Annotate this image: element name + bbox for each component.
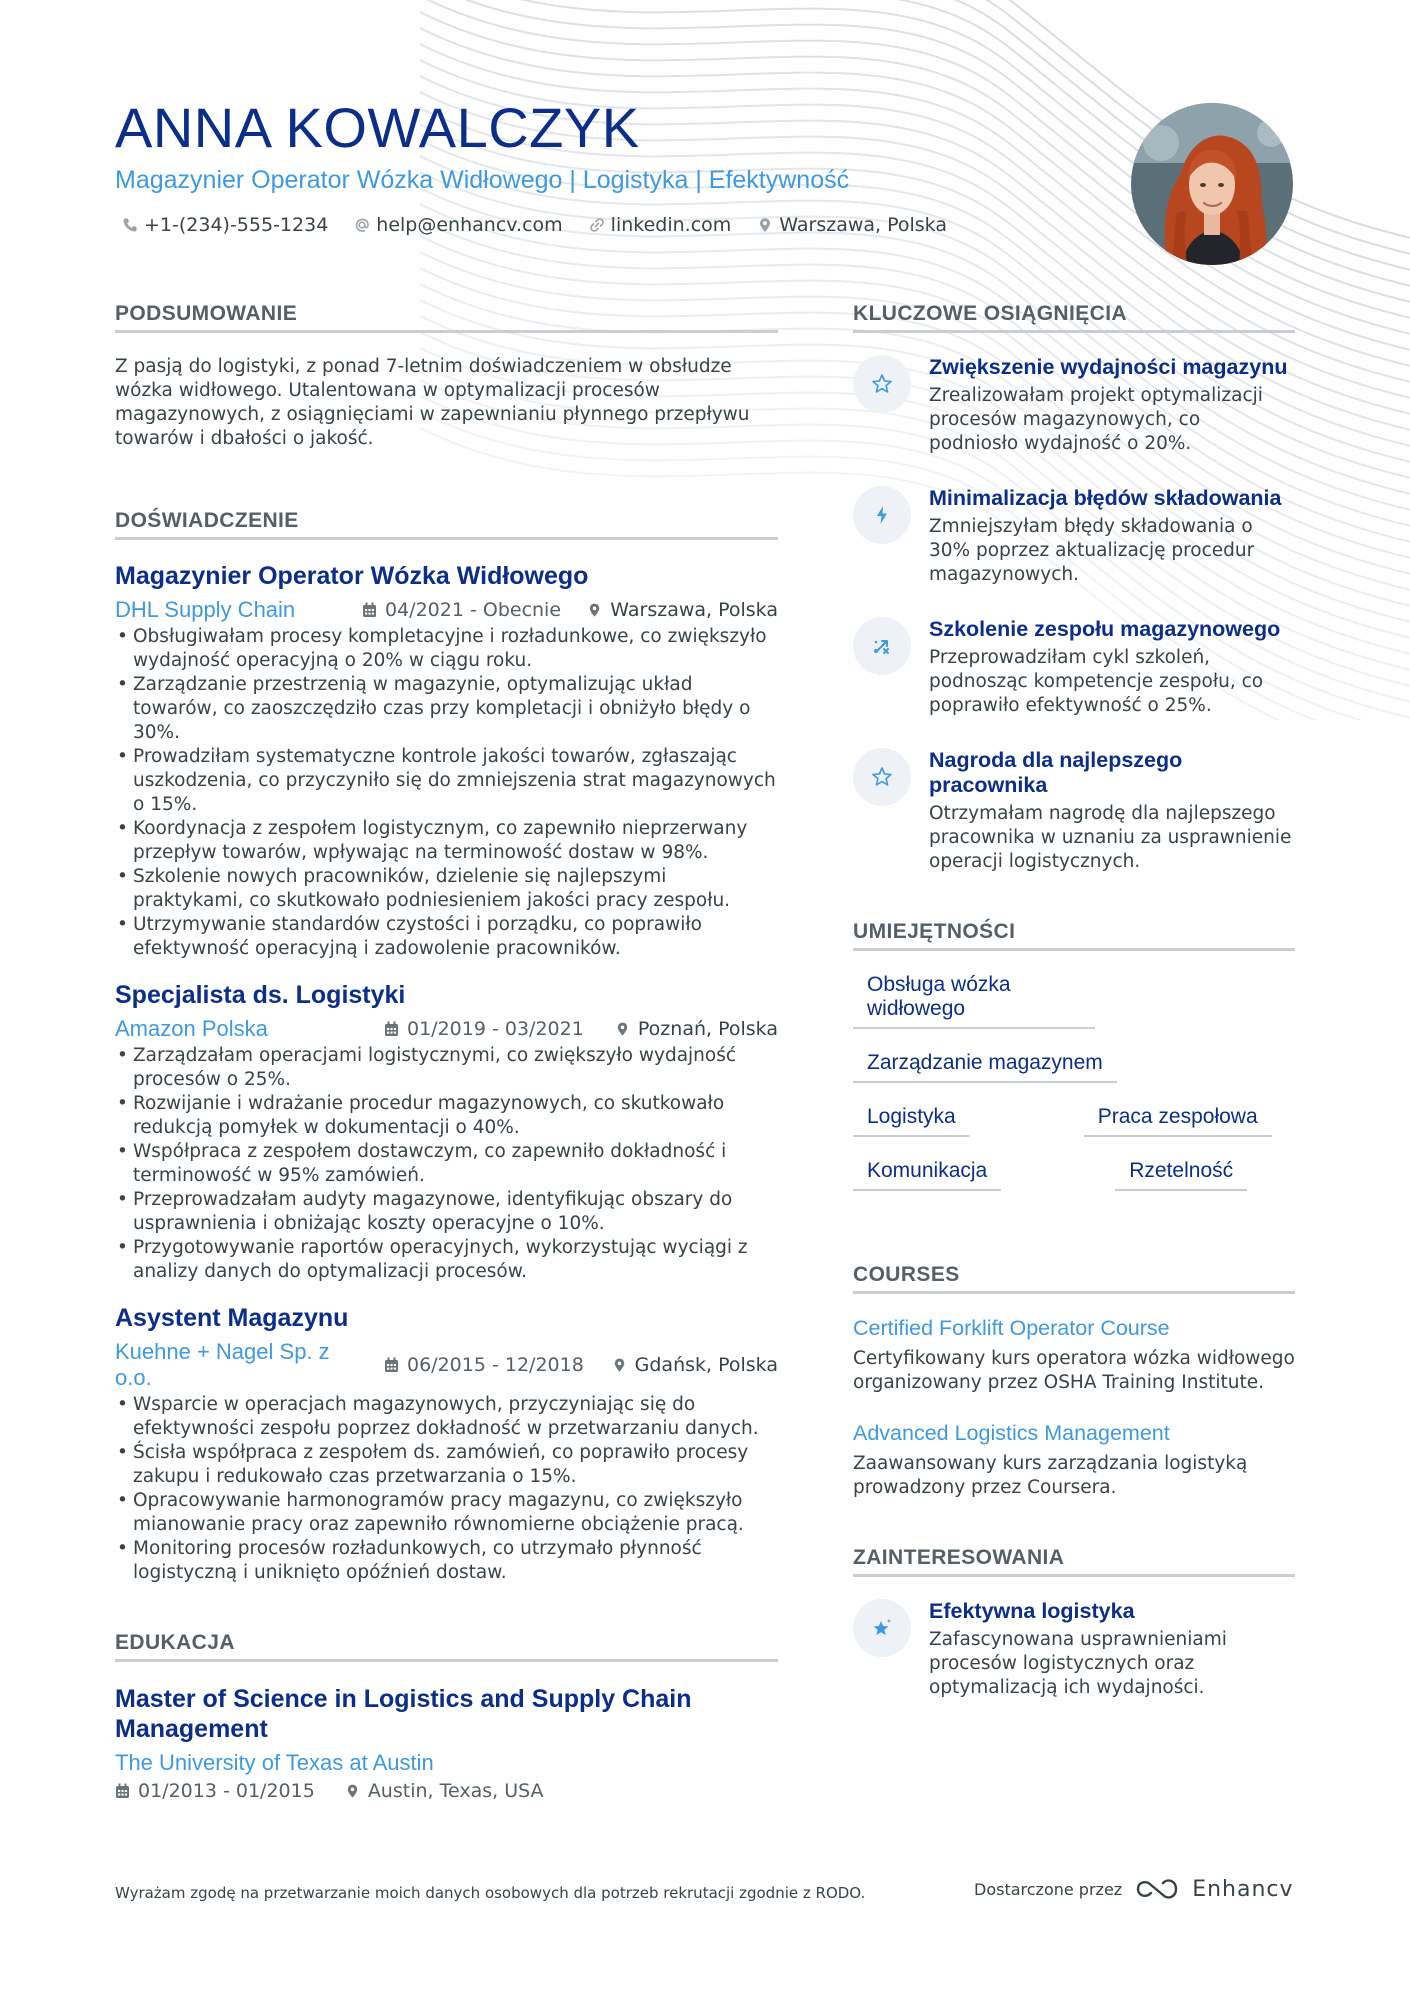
achievement-desc: Otrzymałam nagrodę dla najlepszego pracownika w uznaniu za usprawnienie operacji logistycznych. xyxy=(929,803,1292,872)
route-icon xyxy=(870,634,894,658)
section-title-skills: UMIEJĘTNOŚCI xyxy=(853,920,1295,951)
footer-brand[interactable] xyxy=(974,1876,1294,1902)
link-icon xyxy=(589,217,605,233)
achievement-title: Zwiększenie wydajności magazynu xyxy=(929,355,1288,379)
achievement-desc: Zrealizowałam projekt optymalizacji procesów magazynowych, co podniosło wydajność o 20%. xyxy=(929,385,1263,454)
section-title-interests: ZAINTERESOWANIA xyxy=(853,1546,1295,1577)
course-desc: Zaawansowany kurs zarządzania logistyką prowadzony przez Coursera. xyxy=(853,1453,1248,1498)
achievement-item xyxy=(853,355,1295,456)
calendar-icon xyxy=(384,1021,399,1037)
skill-tag: Praca zespołowa xyxy=(1084,1105,1272,1137)
skill-tag: Komunikacja xyxy=(853,1159,1001,1191)
location-icon xyxy=(757,217,773,233)
location-icon xyxy=(587,602,602,618)
achievement-title: Nagroda dla najlepszego pracownika xyxy=(929,748,1183,797)
job-bullet: • Utrzymywanie standardów czystości i porządku, co poprawiło efektywność operacyjną i zadowolenie pracowników. xyxy=(115,913,778,961)
achievement-item xyxy=(853,748,1295,874)
education-school: The University of Texas at Austin xyxy=(115,1750,434,1775)
job-bullet: • Przygotowywanie raportów operacyjnych, wykorzystując wyciągi z analizy danych do optymalizacji procesów. xyxy=(115,1236,778,1284)
job-meta xyxy=(115,597,778,623)
achievement-icon-badge xyxy=(853,617,911,675)
right-column xyxy=(853,302,1295,1730)
interest-desc: Zafascynowana usprawnieniami procesów logistycznych oraz optymalizacją ich wydajności. xyxy=(929,1629,1227,1698)
job-bullet: • Szkolenie nowych pracowników, dzielenie się najlepszymi praktykami, co skutkowało podniesieniem jakości pracy zespołu. xyxy=(115,865,778,913)
location-icon xyxy=(615,1021,630,1037)
job-entry xyxy=(115,1304,778,1585)
calendar-icon xyxy=(384,1357,399,1373)
course-title: Advanced Logistics Management xyxy=(853,1421,1170,1445)
skill-tag: Obsługa wózka widłowego xyxy=(853,973,1095,1029)
profile-photo xyxy=(1131,103,1293,265)
education-meta xyxy=(115,1780,778,1802)
contact-location-text: Warszawa, Polska xyxy=(779,214,947,236)
course-title: Certified Forklift Operator Course xyxy=(853,1316,1170,1340)
education-location-text: Austin, Texas, USA xyxy=(367,1780,544,1802)
contact-linkedin-text: linkedin.com xyxy=(610,214,732,236)
candidate-headline: Magazynier Operator Wózka Widłowego | Logistyka | Efektywność xyxy=(115,166,850,194)
skill-tag: Rzetelność xyxy=(1115,1159,1247,1191)
job-bullet: • Wsparcie w operacjach magazynowych, przyczyniając się do efektywności zespołu poprzez dokładność w przetwarzaniu danych. xyxy=(115,1393,778,1441)
job-bullet: • Obsługiwałam procesy kompletacyjne i rozładunkowe, co zwiększyło wydajność operacyjną o 20% w ciągu roku. xyxy=(115,625,778,673)
brand-name: Enhancv xyxy=(1192,1876,1294,1902)
job-title: Asystent Magazynu xyxy=(115,1304,349,1332)
contact-location xyxy=(757,214,947,236)
job-bullet: • Rozwijanie i wdrażanie procedur magazynowych, co skutkowało redukcją pomyłek w dokumentacji o 40%. xyxy=(115,1092,778,1140)
left-column xyxy=(115,302,778,1802)
at-icon xyxy=(354,217,370,233)
candidate-name: ANNA KOWALCZYK xyxy=(115,96,640,159)
job-bullet: • Opracowywanie harmonogramów pracy magazynu, co zwiększyło mianowanie pracy oraz zapewniło równomierne obciążenie pracą. xyxy=(115,1489,778,1537)
job-dates-text: 06/2015 - 12/2018 xyxy=(407,1354,584,1376)
interest-icon-badge xyxy=(853,1599,911,1657)
location-icon xyxy=(612,1357,627,1373)
contact-row xyxy=(122,214,947,236)
education-dates xyxy=(115,1780,315,1802)
job-dates-text: 01/2019 - 03/2021 xyxy=(407,1018,584,1040)
job-entry xyxy=(115,981,778,1284)
enhancv-logo-icon xyxy=(1134,1876,1180,1902)
achievement-title: Minimalizacja błędów składowania xyxy=(929,486,1282,510)
job-company: Kuehne + Nagel Sp. z o.o. xyxy=(115,1339,330,1390)
contact-email[interactable] xyxy=(354,214,562,236)
section-title-courses: COURSES xyxy=(853,1263,1295,1294)
job-title: Specjalista ds. Logistyki xyxy=(115,981,406,1009)
achievement-item xyxy=(853,486,1295,587)
achievement-icon-badge xyxy=(853,486,911,544)
sparkle-star-icon xyxy=(870,1616,894,1640)
job-dates xyxy=(384,1354,609,1376)
course-desc: Certyfikowany kurs operatora wózka widłowego organizowany przez OSHA Training Institute. xyxy=(853,1348,1295,1393)
section-title-summary: PODSUMOWANIE xyxy=(115,302,778,333)
skill-tag: Logistyka xyxy=(853,1105,970,1137)
job-location xyxy=(587,599,778,621)
course-item xyxy=(853,1316,1295,1395)
job-bullet: • Prowadziłam systematyczne kontrole jakości towarów, zgłaszając uszkodzenia, co przyczyniło się do zmniejszenia strat magazynowych o 15%. xyxy=(115,745,778,817)
interest-title: Efektywna logistyka xyxy=(929,1599,1135,1623)
job-meta xyxy=(115,1016,778,1042)
job-bullet: • Przeprowadzałam audyty magazynowe, identyfikując obszary do usprawnienia i obniżając koszty operacyjne o 10%. xyxy=(115,1188,778,1236)
interest-item xyxy=(853,1599,1295,1700)
skills-list xyxy=(853,973,1295,1213)
star-icon xyxy=(870,372,894,396)
education-degree: Master of Science in Logistics and Supply Chain Management xyxy=(115,1685,692,1743)
calendar-icon xyxy=(115,1783,130,1799)
job-bullets xyxy=(115,1044,778,1284)
job-bullets xyxy=(115,1393,778,1585)
job-location-text: Gdańsk, Polska xyxy=(634,1354,778,1376)
job-dates-text: 04/2021 - Obecnie xyxy=(385,599,562,621)
job-title: Magazynier Operator Wózka Widłowego xyxy=(115,562,589,590)
powered-by-label: Dostarczone przez xyxy=(974,1879,1123,1899)
section-title-experience: DOŚWIADCZENIE xyxy=(115,509,778,540)
star-icon xyxy=(870,765,894,789)
lightning-icon xyxy=(870,503,894,527)
job-company: DHL Supply Chain xyxy=(115,597,296,622)
section-title-achievements: KLUCZOWE OSIĄGNIĘCIA xyxy=(853,302,1295,333)
section-title-education: EDUKACJA xyxy=(115,1631,778,1662)
achievement-icon-badge xyxy=(853,355,911,413)
education-dates-text: 01/2013 - 01/2015 xyxy=(138,1780,315,1802)
contact-email-text: help@enhancv.com xyxy=(376,214,563,236)
job-location xyxy=(615,1018,778,1040)
consent-note: Wyrażam zgodę na przetwarzanie moich danych osobowych dla potrzeb rekrutacji zgodnie z RODO. xyxy=(115,1884,866,1902)
calendar-icon xyxy=(362,602,377,618)
location-icon xyxy=(345,1783,360,1799)
job-location xyxy=(612,1354,778,1376)
job-company: Amazon Polska xyxy=(115,1016,268,1041)
job-dates xyxy=(384,1018,609,1040)
job-entry xyxy=(115,562,778,961)
achievement-item xyxy=(853,617,1295,718)
contact-phone[interactable] xyxy=(122,214,328,236)
contact-phone-text: +1-(234)-555-1234 xyxy=(144,214,329,236)
achievement-desc: Przeprowadziłam cykl szkoleń, podnosząc kompetencje zespołu, co poprawiło efektywność o 25%. xyxy=(929,647,1264,716)
skill-tag: Zarządzanie magazynem xyxy=(853,1051,1117,1083)
summary-text: Z pasją do logistyki, z ponad 7-letnim doświadczeniem w obsłudze wózka widłowego. Utalentowana w optymalizacji procesów magazynowych, z osiągnięciami w zapewnianiu płynnego przepływu towarów i dbałości o jakość. xyxy=(115,356,750,449)
achievement-icon-badge xyxy=(853,748,911,806)
achievement-title: Szkolenie zespołu magazynowego xyxy=(929,617,1281,641)
job-meta xyxy=(115,1339,778,1391)
job-dates xyxy=(362,599,587,621)
job-bullets xyxy=(115,625,778,961)
job-location-text: Poznań, Polska xyxy=(637,1018,778,1040)
job-bullet: • Współpraca z zespołem dostawczym, co zapewniło dokładność i terminowość w 95% zamówień. xyxy=(115,1140,778,1188)
job-bullet: • Ścisła współpraca z zespołem ds. zamówień, co poprawiło procesy zakupu i redukowało czas przetwarzania o 15%. xyxy=(115,1441,778,1489)
course-item xyxy=(853,1421,1295,1500)
job-location-text: Warszawa, Polska xyxy=(610,599,778,621)
job-bullet: • Zarządzałam operacjami logistycznymi, co zwiększyło wydajność procesów o 25%. xyxy=(115,1044,778,1092)
achievement-desc: Zmniejszyłam błędy składowania o 30% poprzez aktualizację procedur magazynowych. xyxy=(929,516,1255,585)
contact-linkedin[interactable] xyxy=(589,214,732,236)
phone-icon xyxy=(122,217,138,233)
education-location xyxy=(345,1780,544,1802)
education-entry xyxy=(115,1684,778,1802)
job-bullet: • Monitoring procesów rozładunkowych, co utrzymało płynność logistyczną i uniknięto opóźnień dostaw. xyxy=(115,1537,778,1585)
job-bullet: • Koordynacja z zespołem logistycznym, co zapewniło nieprzerwany przepływ towarów, wpływając na terminowość dostaw w 98%. xyxy=(115,817,778,865)
job-bullet: • Zarządzanie przestrzenią w magazynie, optymalizując układ towarów, co zaoszczędziło czas przy kompletacji i obniżyło błędy o 30%. xyxy=(115,673,778,745)
